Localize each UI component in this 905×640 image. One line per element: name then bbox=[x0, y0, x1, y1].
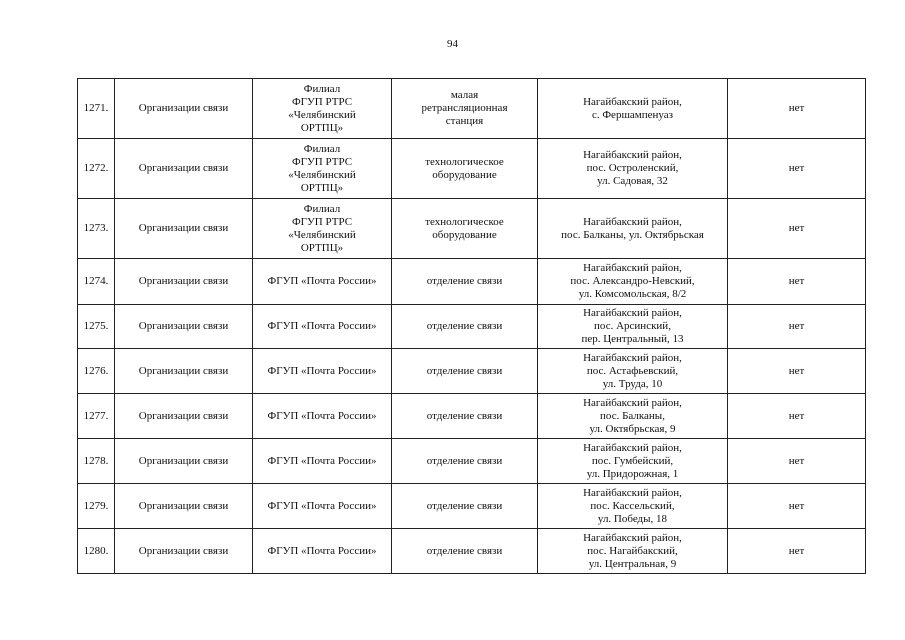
address-cell-line: пос. Арсинский, bbox=[594, 320, 671, 332]
address-cell-line: Нагайбакский район, bbox=[583, 307, 682, 319]
category-cell-text: Организации связи bbox=[138, 320, 229, 332]
category-cell bbox=[115, 79, 253, 139]
address-cell-line: пос. Кассельский, bbox=[590, 499, 675, 512]
organization-cell bbox=[253, 349, 392, 394]
row-number-cell bbox=[78, 305, 115, 349]
flag-cell bbox=[728, 305, 866, 349]
address-cell-line: пос. Балканы, ул. Октябрьская bbox=[561, 228, 704, 241]
address-cell-line: Нагайбакский район, bbox=[583, 351, 682, 364]
row-number-cell-text: 1278. bbox=[83, 454, 109, 467]
flag-cell-text: нет bbox=[788, 102, 805, 114]
organization-cell-line: Филиал bbox=[303, 82, 341, 95]
address-cell bbox=[538, 439, 728, 484]
category-cell-text: Организации связи bbox=[138, 275, 229, 287]
object-cell-line: отделение связи bbox=[426, 544, 503, 557]
table-row bbox=[78, 259, 866, 305]
row-number-cell-text: 1274. bbox=[83, 275, 109, 287]
object-cell-line: отделение связи bbox=[426, 364, 503, 377]
object-cell bbox=[392, 199, 538, 259]
category-cell bbox=[115, 199, 253, 259]
category-cell bbox=[115, 484, 253, 529]
flag-cell bbox=[728, 349, 866, 394]
flag-cell-text: нет bbox=[788, 162, 805, 174]
category-cell bbox=[115, 259, 253, 305]
flag-cell-text: нет bbox=[788, 364, 805, 377]
object-cell-line: отделение связи bbox=[426, 320, 503, 332]
address-cell-line: Нагайбакский район, bbox=[583, 531, 682, 544]
organization-cell bbox=[253, 139, 392, 199]
object-cell bbox=[392, 349, 538, 394]
row-number-cell bbox=[78, 394, 115, 439]
address-cell-line: с. Фершампенуаз bbox=[591, 108, 673, 121]
object-cell bbox=[392, 484, 538, 529]
object-cell-line: оборудование bbox=[432, 168, 497, 181]
table-row bbox=[78, 305, 866, 349]
category-cell bbox=[115, 529, 253, 574]
organization-cell-line: «Челябинский bbox=[288, 108, 356, 121]
object-cell-line: отделение связи bbox=[426, 275, 503, 287]
flag-cell bbox=[728, 79, 866, 139]
organization-cell-line: ФГУП РТРС bbox=[291, 95, 353, 108]
flag-cell-text: нет bbox=[788, 499, 805, 512]
organization-cell-line: Филиал bbox=[303, 142, 341, 155]
address-cell-line: ул. Октябрьская, 9 bbox=[589, 422, 676, 435]
address-cell bbox=[538, 199, 728, 259]
flag-cell-text: нет bbox=[788, 320, 805, 332]
row-number-cell-text: 1276. bbox=[83, 364, 109, 377]
table-row bbox=[78, 394, 866, 439]
organization-cell bbox=[253, 305, 392, 349]
table-row bbox=[78, 199, 866, 259]
row-number-cell bbox=[78, 79, 115, 139]
row-number-cell-text: 1280. bbox=[83, 544, 109, 557]
flag-cell bbox=[728, 199, 866, 259]
address-cell bbox=[538, 529, 728, 574]
row-number-cell bbox=[78, 529, 115, 574]
address-cell-line: Нагайбакский район, bbox=[583, 149, 682, 161]
address-cell-line: пос. Александро-Невский, bbox=[570, 275, 695, 287]
flag-cell-text: нет bbox=[788, 222, 805, 234]
category-cell bbox=[115, 439, 253, 484]
address-cell bbox=[538, 305, 728, 349]
row-number-cell-text: 1277. bbox=[83, 409, 109, 422]
address-cell bbox=[538, 484, 728, 529]
category-cell bbox=[115, 305, 253, 349]
object-cell-line: технологическое bbox=[425, 155, 504, 168]
table-row bbox=[78, 79, 866, 139]
object-cell bbox=[392, 139, 538, 199]
category-cell-text: Организации связи bbox=[138, 102, 229, 114]
object-cell bbox=[392, 394, 538, 439]
organization-cell bbox=[253, 439, 392, 484]
organization-cell-line: ОРТПЦ» bbox=[300, 181, 344, 194]
organization-cell bbox=[253, 484, 392, 529]
address-cell-line: пос. Гумбейский, bbox=[591, 454, 674, 467]
address-cell-line: Нагайбакский район, bbox=[583, 441, 682, 454]
row-number-cell bbox=[78, 349, 115, 394]
flag-cell-text: нет bbox=[788, 409, 805, 422]
address-cell-line: Нагайбакский район, bbox=[583, 95, 682, 108]
address-cell-line: Нагайбакский район, bbox=[583, 396, 682, 409]
address-cell-line: Нагайбакский район, bbox=[583, 262, 682, 274]
organization-cell-line: ФГУП «Почта России» bbox=[267, 364, 377, 377]
object-cell-line: малая bbox=[450, 89, 479, 101]
row-number-cell bbox=[78, 259, 115, 305]
organization-cell bbox=[253, 259, 392, 305]
address-cell-line: пос. Остроленский, bbox=[586, 162, 679, 174]
address-cell bbox=[538, 394, 728, 439]
organization-cell-line: ФГУП «Почта России» bbox=[267, 320, 377, 332]
object-cell bbox=[392, 529, 538, 574]
row-number-cell bbox=[78, 439, 115, 484]
category-cell-text: Организации связи bbox=[138, 544, 229, 557]
address-cell-line: ул. Садовая, 32 bbox=[597, 175, 668, 187]
category-cell-text: Организации связи bbox=[138, 222, 229, 234]
category-cell-text: Организации связи bbox=[138, 364, 229, 377]
organization-cell-line: ФГУП «Почта России» bbox=[267, 275, 377, 287]
organization-cell-line: ФГУП «Почта России» bbox=[267, 409, 377, 422]
flag-cell-text: нет bbox=[788, 454, 805, 467]
address-cell-line: пос. Астафьевский, bbox=[586, 364, 679, 377]
row-number-cell-text: 1272. bbox=[83, 162, 109, 174]
object-cell-line: технологическое bbox=[425, 215, 504, 228]
category-cell-text: Организации связи bbox=[138, 409, 229, 422]
organization-cell bbox=[253, 529, 392, 574]
address-cell-line: ул. Придорожная, 1 bbox=[586, 467, 679, 480]
address-cell-line: Нагайбакский район, bbox=[583, 486, 682, 499]
address-cell-line: ул. Победы, 18 bbox=[597, 512, 668, 525]
category-cell bbox=[115, 394, 253, 439]
object-cell-line: отделение связи bbox=[426, 409, 503, 422]
flag-cell-text: нет bbox=[788, 544, 805, 557]
organization-cell bbox=[253, 199, 392, 259]
organization-cell-line: ФГУП РТРС bbox=[291, 155, 353, 168]
organization-cell-line: ОРТПЦ» bbox=[300, 241, 344, 254]
object-cell-line: отделение связи bbox=[426, 454, 503, 467]
object-cell bbox=[392, 259, 538, 305]
address-cell-line: ул. Комсомольская, 8/2 bbox=[578, 288, 687, 300]
address-cell-line: пос. Нагайбакский, bbox=[587, 544, 678, 557]
object-cell bbox=[392, 305, 538, 349]
flag-cell bbox=[728, 259, 866, 305]
flag-cell bbox=[728, 394, 866, 439]
object-cell bbox=[392, 439, 538, 484]
organization-cell-line: «Челябинский bbox=[288, 168, 356, 181]
address-cell bbox=[538, 139, 728, 199]
address-cell-line: ул. Центральная, 9 bbox=[588, 557, 677, 570]
organization-cell-line: ФГУП «Почта России» bbox=[267, 544, 377, 557]
object-cell bbox=[392, 79, 538, 139]
organization-cell-line: ФГУП «Почта России» bbox=[267, 454, 377, 467]
table-row bbox=[78, 439, 866, 484]
flag-cell-text: нет bbox=[788, 275, 805, 287]
object-cell-line: станция bbox=[445, 115, 484, 127]
category-cell bbox=[115, 349, 253, 394]
address-cell bbox=[538, 259, 728, 305]
address-cell-line: Нагайбакский район, bbox=[583, 215, 682, 228]
row-number-cell-text: 1275. bbox=[83, 320, 109, 332]
table-row bbox=[78, 529, 866, 574]
page-number: 94 bbox=[447, 38, 458, 50]
address-cell bbox=[538, 79, 728, 139]
object-cell-line: оборудование bbox=[432, 228, 497, 241]
category-cell-text: Организации связи bbox=[138, 162, 229, 174]
flag-cell bbox=[728, 529, 866, 574]
category-cell-text: Организации связи bbox=[138, 454, 229, 467]
row-number-cell bbox=[78, 199, 115, 259]
address-cell-line: пос. Балканы, bbox=[600, 409, 665, 422]
registry-table bbox=[77, 78, 866, 574]
row-number-cell-text: 1273. bbox=[83, 222, 109, 234]
organization-cell-line: ФГУП РТРС bbox=[291, 215, 353, 228]
organization-cell-line: Филиал bbox=[303, 202, 341, 215]
organization-cell-line: «Челябинский bbox=[288, 228, 356, 241]
table-row bbox=[78, 349, 866, 394]
organization-cell-line: ОРТПЦ» bbox=[300, 121, 344, 134]
address-cell bbox=[538, 349, 728, 394]
category-cell-text: Организации связи bbox=[138, 499, 229, 512]
category-cell bbox=[115, 139, 253, 199]
flag-cell bbox=[728, 139, 866, 199]
row-number-cell-text: 1271. bbox=[83, 102, 109, 114]
flag-cell bbox=[728, 484, 866, 529]
row-number-cell bbox=[78, 139, 115, 199]
flag-cell bbox=[728, 439, 866, 484]
organization-cell bbox=[253, 79, 392, 139]
table-row bbox=[78, 484, 866, 529]
address-cell-line: ул. Труда, 10 bbox=[602, 377, 663, 390]
object-cell-line: ретрансляционная bbox=[421, 102, 508, 114]
row-number-cell bbox=[78, 484, 115, 529]
table-row bbox=[78, 139, 866, 199]
organization-cell bbox=[253, 394, 392, 439]
organization-cell-line: ФГУП «Почта России» bbox=[267, 499, 377, 512]
object-cell-line: отделение связи bbox=[426, 499, 503, 512]
row-number-cell-text: 1279. bbox=[83, 499, 109, 512]
address-cell-line: пер. Центральный, 13 bbox=[581, 333, 684, 345]
